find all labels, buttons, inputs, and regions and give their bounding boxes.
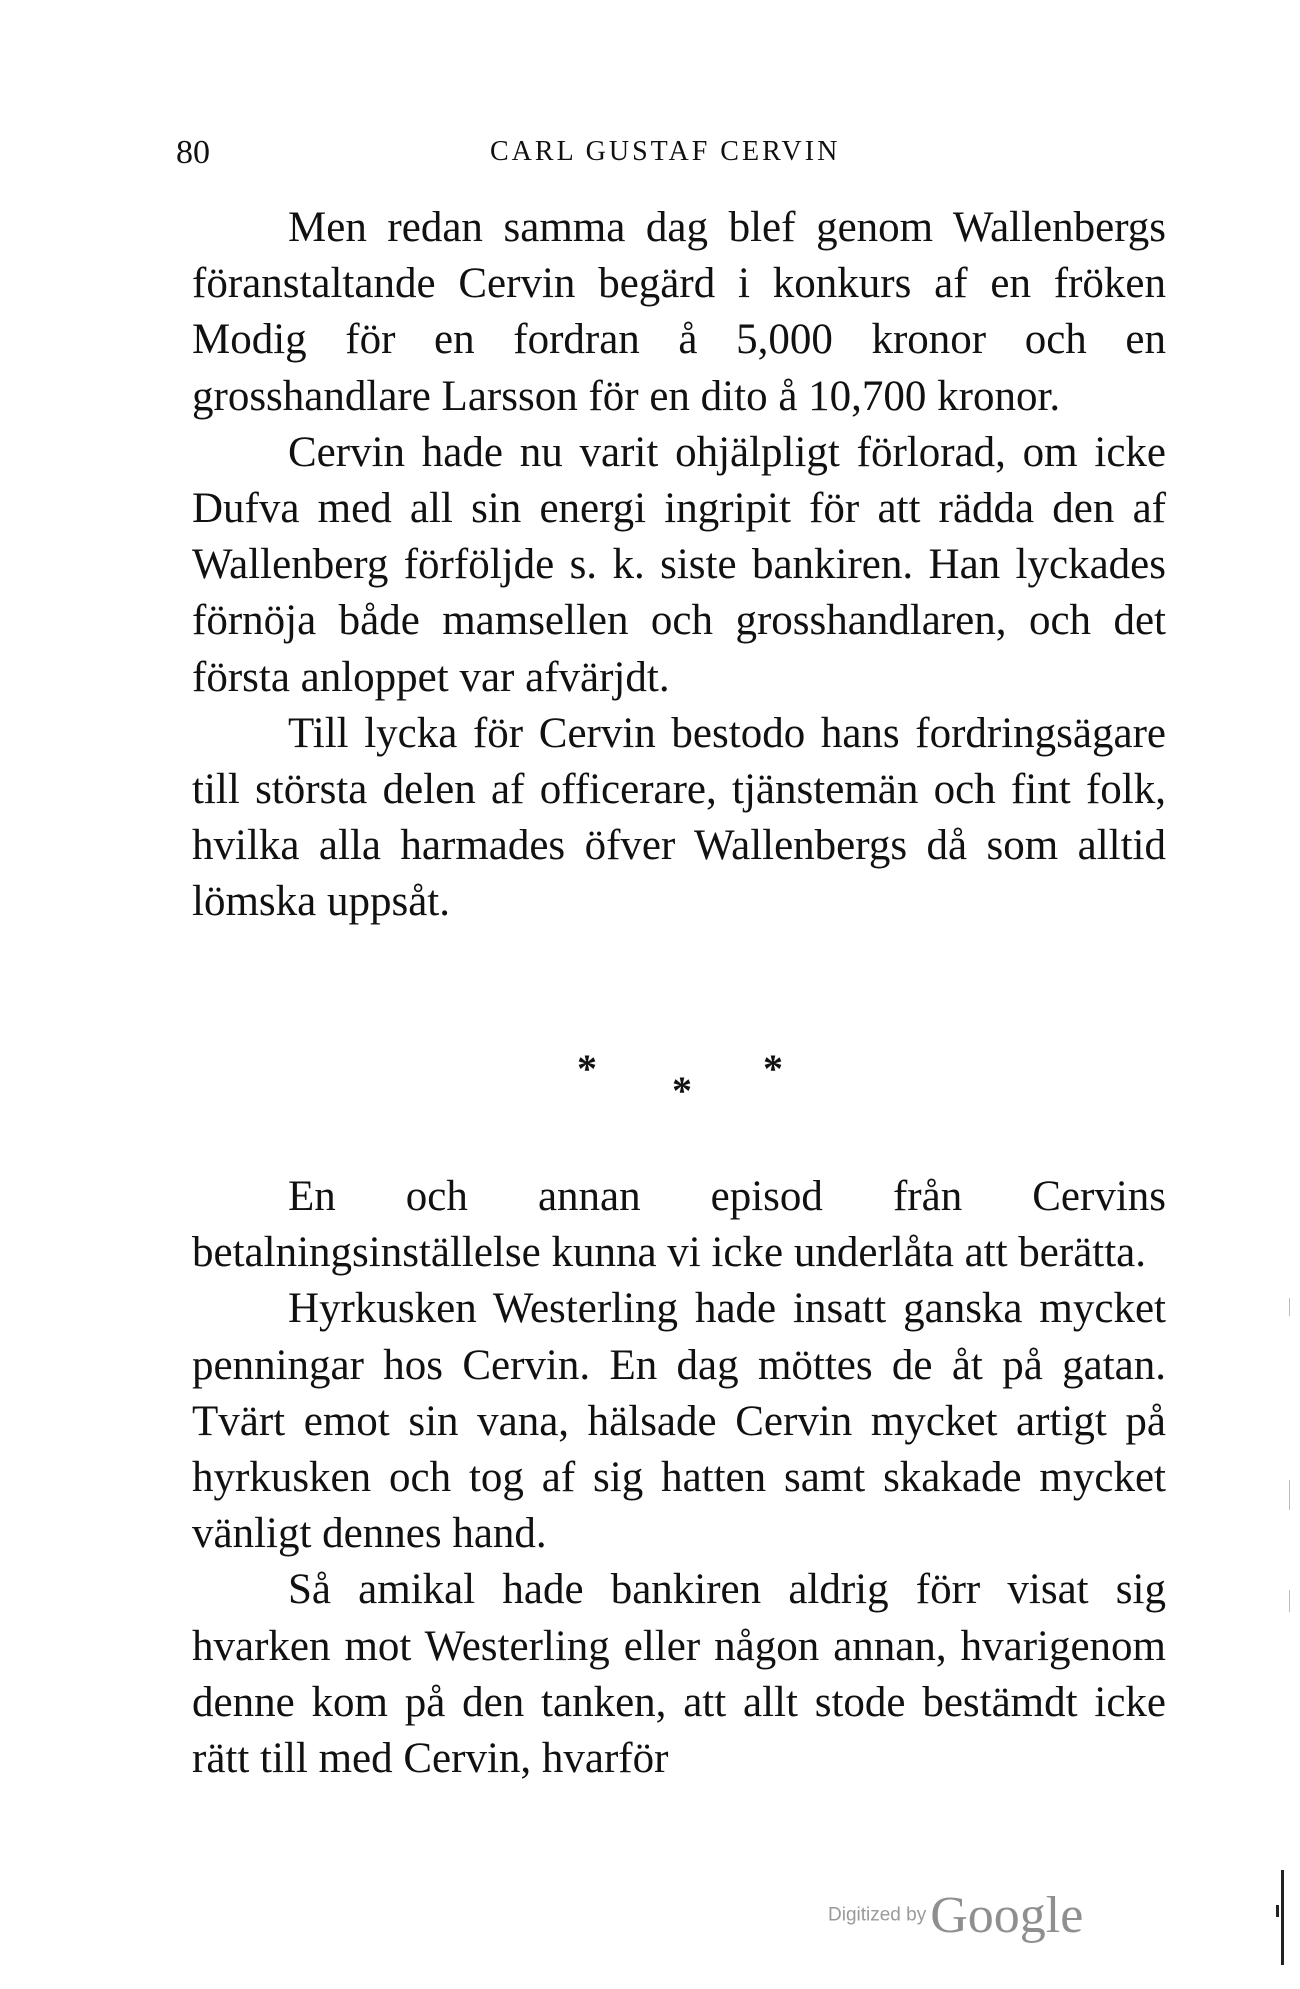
asterisk-right: * (763, 1046, 783, 1091)
paragraph: Så amikal hade bankiren aldrig förr visat sig hvarken mot Westerling eller någon annan, hvarigenom denne kom på den tanken, att allt stode bestämdt icke rätt till med Cervin, hvarför (192, 1566, 1166, 1783)
page-edge-mark (1276, 1905, 1279, 1917)
page-edge-mark (1289, 1480, 1290, 1510)
paragraph: Hyrkusken Westerling hade insatt ganska mycket penningar hos Cervin. En dag möttes de åt på gatan. Tvärt emot sin vana, hälsade Cervin mycket artigt på hyrkusken och tog af sig hatten samt skakade mycket vänligt dennes hand. (192, 1285, 1166, 1558)
running-head: CARL GUSTAF CERVIN (490, 136, 841, 167)
page-edge-mark (1289, 1298, 1290, 1316)
page-edge-mark (1289, 1590, 1290, 1612)
paragraph: Cervin hade nu varit ohjälpligt förlorad, om icke Dufva med all sin energi ingripit för att rädda den af Wallenberg förföljde s. k. siste bankiren. Han lyckades förnöja både mamsellen och grosshandlaren, och det första anloppet var afvärjdt. (192, 428, 1166, 701)
body-text-lower (192, 1169, 1166, 1787)
page-number: 80 (176, 134, 210, 171)
paragraph: En och annan episod från Cervins betalningsinställelse kunna vi icke underlåta att berätta. (192, 1173, 1166, 1277)
page-edge-mark (1281, 1870, 1284, 1965)
asterisk-left: * (577, 1046, 597, 1091)
section-break-asterisks (0, 1045, 1300, 1125)
watermark-prefix: Digitized by (828, 1904, 927, 1926)
watermark-brand: Google (930, 1887, 1084, 1944)
body-text-upper (192, 200, 1166, 931)
digitized-watermark (828, 1886, 1083, 1946)
asterisk-center: * (672, 1068, 692, 1113)
paragraph: Men redan samma dag blef genom Wallenbergs föranstaltande Cervin begärd i konkurs af en fröken Modig för en fordran å 5,000 kronor och en grosshandlare Larsson för en dito å 10,700 kronor. (192, 204, 1166, 420)
paragraph: Till lycka för Cervin bestodo hans fordringsägare till största delen af officerare, tjänstemän och fint folk, hvilka alla harmades öfver Wallenbergs då som alltid lömska uppsåt. (192, 709, 1166, 926)
